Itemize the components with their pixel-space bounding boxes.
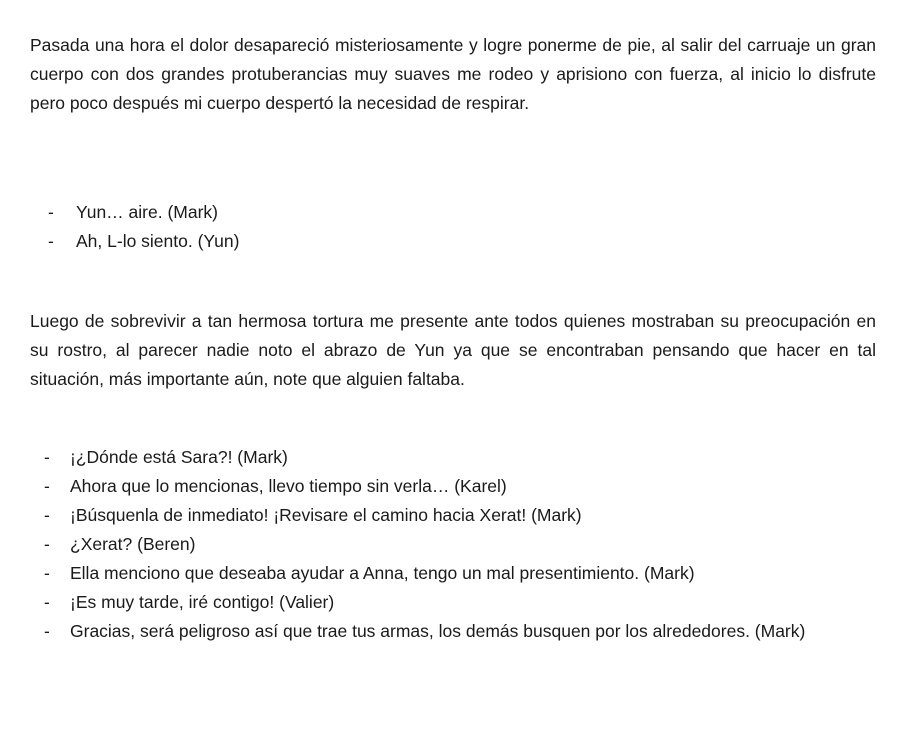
- dialogue-text: Ella menciono que deseaba ayudar a Anna, tengo un mal presentimiento. (Mark): [70, 563, 695, 583]
- dialogue-text: Gracias, será peligroso así que trae tus armas, los demás busquen por los alrededores. (Mark): [70, 621, 806, 641]
- dialogue-line: [44, 530, 880, 559]
- dialogue-list-2: [44, 443, 880, 646]
- narrative-paragraph-1: Pasada una hora el dolor desapareció misteriosamente y logre ponerme de pie, al salir del carruaje un gran cuerpo con dos grandes protuberancias muy suaves me rodeo y aprisiono con fuerza, al inicio lo disfrute pero poco después mi cuerpo despertó la necesidad de respirar.: [30, 35, 876, 113]
- dialogue-line: [48, 227, 868, 256]
- dash-marker: -: [44, 621, 50, 641]
- narrative-paragraph-2: Luego de sobrevivir a tan hermosa tortura me presente ante todos quienes mostraban su preocupación en su rostro, al parecer nadie noto el abrazo de Yun ya que se encontraban pensando que hacer en tal situación, más importante aún, note que alguien faltaba.: [30, 311, 876, 389]
- dialogue-text: ¡Búsquenla de inmediato! ¡Revisare el camino hacia Xerat! (Mark): [70, 505, 582, 525]
- dialogue-text: Ah, L-lo siento. (Yun): [76, 231, 240, 251]
- dialogue-line: [44, 443, 880, 472]
- dialogue-line: [44, 588, 880, 617]
- dialogue-text: Ahora que lo mencionas, llevo tiempo sin verla… (Karel): [70, 476, 507, 496]
- dialogue-list-1: [48, 198, 868, 256]
- dash-marker: -: [44, 505, 50, 525]
- dash-marker: -: [48, 231, 54, 251]
- dialogue-line: [48, 198, 868, 227]
- dash-marker: -: [44, 563, 50, 583]
- dialogue-text: ¡Es muy tarde, iré contigo! (Valier): [70, 592, 335, 612]
- dash-marker: -: [44, 476, 50, 496]
- dash-marker: -: [44, 534, 50, 554]
- dialogue-text: ¿Xerat? (Beren): [70, 534, 196, 554]
- dialogue-line: [44, 559, 880, 588]
- dialogue-text: ¡¿Dónde está Sara?! (Mark): [70, 447, 288, 467]
- dash-marker: -: [44, 592, 50, 612]
- dash-marker: -: [44, 447, 50, 467]
- dialogue-line: [44, 501, 880, 530]
- dialogue-line: [44, 617, 880, 646]
- dialogue-text: Yun… aire. (Mark): [76, 202, 218, 222]
- dialogue-line: [44, 472, 880, 501]
- dash-marker: -: [48, 202, 54, 222]
